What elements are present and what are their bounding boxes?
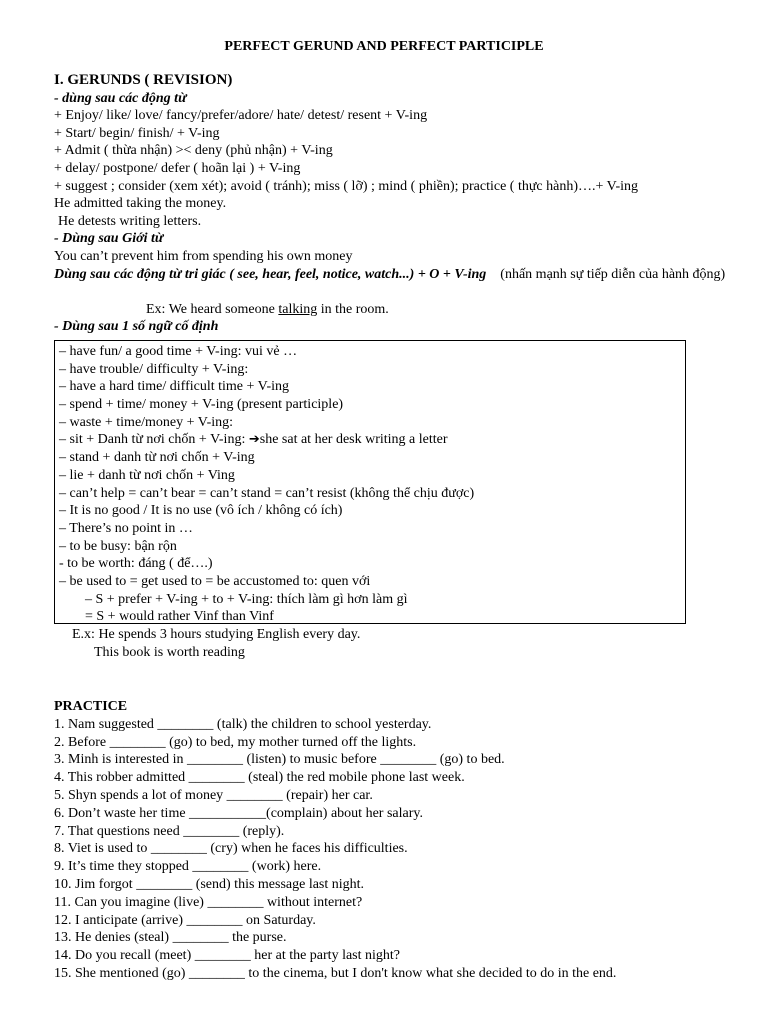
phrase-line: – There’s no point in … <box>59 520 193 536</box>
phrase-line: – have trouble/ difficulty + V-ing: <box>59 361 249 377</box>
exercise-item: 9. It’s time they stopped ________ (work) here. <box>54 859 322 875</box>
phrase-line <box>59 431 685 449</box>
example-line: He admitted taking the money. <box>54 196 227 212</box>
example-text: in the room. <box>317 301 389 317</box>
phrase-line: – lie + danh từ nơi chốn + Ving <box>59 467 235 483</box>
phrase-text: she sat at her desk writing a letter <box>259 432 448 448</box>
perception-rule <box>54 266 744 301</box>
phrase-line-indented: – S + prefer + V-ing + to + V-ing: thích làm gì hơn làm gì <box>85 591 408 607</box>
example-text: Ex: We heard someone <box>146 301 279 317</box>
example-line: He detests writing letters. <box>58 213 202 229</box>
verb-rule-line: + suggest ; consider (xem xét); avoid ( tránh); miss ( lỡ) ; mind ( phiền); practice ( thực hành)….+ V-ing <box>54 178 639 194</box>
exercise-item: 7. That questions need ________ (reply). <box>54 823 285 839</box>
exercise-item: 5. Shyn spends a lot of money ________ (repair) her car. <box>54 787 373 803</box>
right-arrow-icon: ➔ <box>248 432 260 448</box>
example-line: This book is worth reading <box>94 644 245 660</box>
exercise-item: 10. Jim forgot ________ (send) this message last night. <box>54 876 365 892</box>
exercise-item: 11. Can you imagine (live) ________ without internet? <box>54 894 363 910</box>
exercise-item: 3. Minh is interested in ________ (listen) to music before ________ (go) to bed. <box>54 752 505 768</box>
practice-section <box>54 698 754 983</box>
example-line: E.x: He spends 3 hours studying English every day. <box>72 627 361 642</box>
exercise-item: 12. I anticipate (arrive) ________ on Saturday. <box>54 912 316 928</box>
phrase-line: – stand + danh từ nơi chốn + V-ing <box>59 450 255 466</box>
exercise-item: 2. Before ________ (go) to bed, my mother turned off the lights. <box>54 734 417 750</box>
subheading-fixed-phrases: - Dùng sau 1 số ngữ cố định <box>54 319 219 335</box>
exercise-item: 13. He denies (steal) ________ the purse. <box>54 930 287 946</box>
phrase-line: – can’t help = can’t bear = can’t stand = can’t resist (không thể chịu được) <box>59 485 475 501</box>
subheading-after-preposition: - Dùng sau Giới từ <box>54 231 164 247</box>
phrase-text: – sit + Danh từ nơi chốn + V-ing: <box>59 432 249 448</box>
phrase-line: – It is no good / It is no use (vô ích / không có ích) <box>59 503 343 519</box>
document-title: PERFECT GERUND AND PERFECT PARTICIPLE <box>224 39 544 54</box>
exercise-item: 14. Do you recall (meet) ________ her at the party last night? <box>54 948 401 964</box>
underlined-word: talking <box>278 301 318 317</box>
exercise-item: 4. This robber admitted ________ (steal) the red mobile phone last week. <box>54 770 465 786</box>
example-line: You can’t prevent him from spending his own money <box>54 248 353 264</box>
exercise-item: 1. Nam suggested ________ (talk) the children to school yesterday. <box>54 716 432 732</box>
phrase-line: - to be worth: đáng ( để….) <box>59 556 213 572</box>
section-heading: I. GERUNDS ( REVISION) <box>54 72 233 88</box>
phrase-line: – have a hard time/ difficult time + V-ing <box>59 379 290 395</box>
verb-rule-line: + Enjoy/ like/ love/ fancy/prefer/adore/ hate/ detest/ resent + V-ing <box>54 108 428 124</box>
phrase-line-indented: = S + would rather Vinf than Vinf <box>85 609 274 625</box>
phrase-line: – to be busy: bận rộn <box>59 538 177 554</box>
fixed-phrases-box <box>54 340 686 624</box>
perception-rule-bold: Dùng sau các động từ tri giác ( see, hear, feel, notice, watch...) + O + V-ing <box>54 266 487 282</box>
gerunds-section <box>54 72 744 336</box>
practice-heading: PRACTICE <box>54 699 128 714</box>
exercise-item: 6. Don’t waste her time ___________(complain) about her salary. <box>54 805 423 821</box>
phrase-line: – waste + time/money + V-ing: <box>59 414 234 430</box>
verb-rule-line: + Admit ( thừa nhận) >< deny (phủ nhận) + V-ing <box>54 143 333 159</box>
exercise-item: 8. Viet is used to ________ (cry) when he faces his difficulties. <box>54 841 408 857</box>
perception-example <box>54 301 744 319</box>
subheading-after-verbs: - dùng sau các động từ <box>54 90 187 106</box>
phrase-line: – have fun/ a good time + V-ing: vui vẻ … <box>59 344 298 359</box>
verb-rule-line: + Start/ begin/ finish/ + V-ing <box>54 125 220 141</box>
phrase-line: – spend + time/ money + V-ing (present participle) <box>59 397 344 413</box>
perception-rule-note: (nhấn mạnh sự tiếp diễn của hành động) <box>486 266 726 282</box>
phrase-line: – be used to = get used to = be accustomed to: quen với <box>59 573 371 589</box>
verb-rule-line: + delay/ postpone/ defer ( hoãn lại ) + V-ing <box>54 160 301 176</box>
exercise-item: 15. She mentioned (go) ________ to the cinema, but I don't know what she decided to do in the end. <box>54 965 617 981</box>
box-examples <box>54 626 360 661</box>
